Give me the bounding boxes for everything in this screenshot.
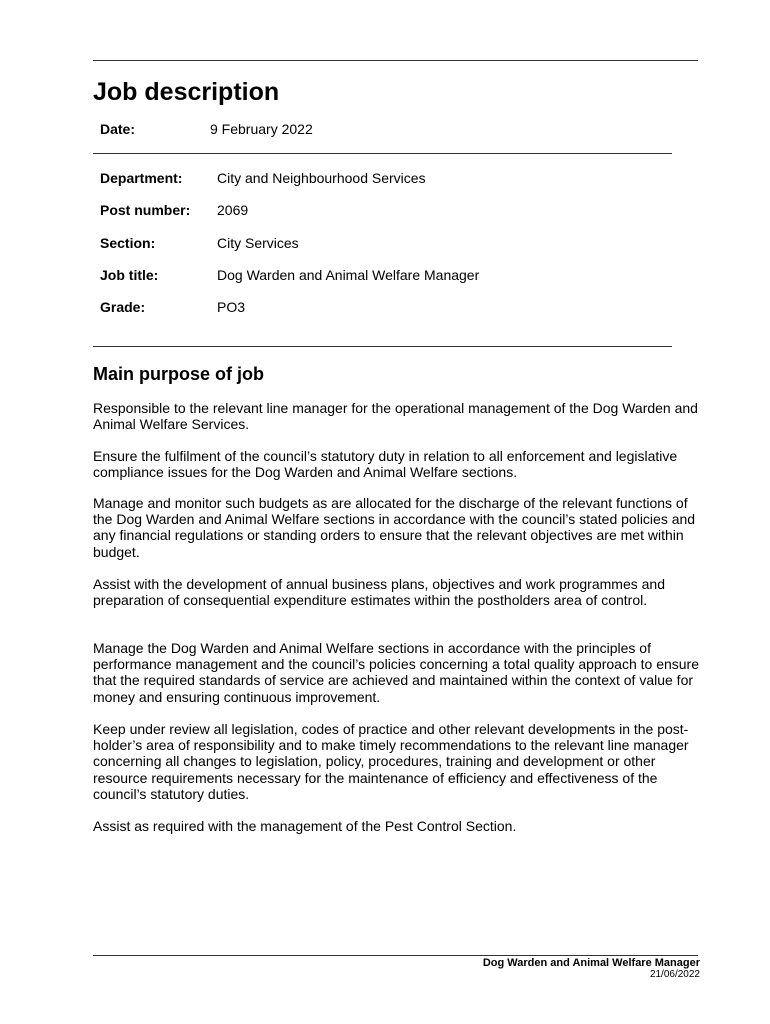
field-value: Dog Warden and Animal Welfare Manager xyxy=(217,267,480,283)
field-label: Post number: xyxy=(100,202,191,218)
date-value: 9 February 2022 xyxy=(210,121,313,137)
field-label: Grade: xyxy=(100,299,146,315)
field-row-department xyxy=(100,170,680,188)
document-title: Job description xyxy=(93,78,280,106)
field-row-post-number xyxy=(100,202,680,220)
field-label: Department: xyxy=(100,170,183,186)
field-value: City and Neighbourhood Services xyxy=(217,170,426,186)
footer-divider xyxy=(93,955,698,956)
field-label: Section: xyxy=(100,235,156,251)
section-divider xyxy=(93,346,672,347)
purpose-paragraph: Manage and monitor such budgets as are allocated for the discharge of the relevant functions of the Dog Warden and Animal Welfare sections in accordance with the council’s stated policies and any financial regulations or standing orders to ensure that the relevant objectives are met within budget. xyxy=(93,495,696,560)
date-label: Date: xyxy=(100,121,136,137)
footer-job-title: Dog Warden and Animal Welfare Manager xyxy=(482,957,700,969)
header-divider xyxy=(93,153,672,154)
field-value: PO3 xyxy=(217,299,246,315)
purpose-paragraph: Ensure the fulfilment of the council’s statutory duty in relation to all enforcement and legislative compliance issues for the Dog Warden and Animal Welfare sections. xyxy=(93,448,678,481)
field-value: City Services xyxy=(217,235,299,251)
top-divider xyxy=(93,60,698,61)
purpose-paragraph: Keep under review all legislation, codes of practice and other relevant developments in the post-holder’s area of responsibility and to make timely recommendations to the relevant line manager concerning all changes to legislation, policy, procedures, training and development or other resource requirements necessary for the maintenance of efficiency and effectiveness of the council’s statutory duties. xyxy=(93,721,689,802)
footer-date: 21/06/2022 xyxy=(649,969,700,980)
field-row-grade xyxy=(100,299,680,317)
purpose-paragraph: Manage the Dog Warden and Animal Welfare sections in accordance with the principles of performance management and the council’s policies concerning a total quality approach to ensure that the required standards of service are achieved and maintained within the context of value for money and ensuring continuous improvement. xyxy=(93,640,699,705)
main-purpose-heading: Main purpose of job xyxy=(93,364,264,384)
purpose-paragraph: Responsible to the relevant line manager for the operational management of the Dog Warden and Animal Welfare Services. xyxy=(93,400,698,433)
field-row-section xyxy=(100,235,680,253)
field-value: 2069 xyxy=(217,202,249,218)
field-row-job-title xyxy=(100,267,680,285)
purpose-paragraph: Assist as required with the management of the Pest Control Section. xyxy=(93,818,517,834)
purpose-paragraph: Assist with the development of annual business plans, objectives and work programmes and preparation of consequential expenditure estimates within the postholders area of control. xyxy=(93,576,665,609)
field-label: Job title: xyxy=(100,267,159,283)
